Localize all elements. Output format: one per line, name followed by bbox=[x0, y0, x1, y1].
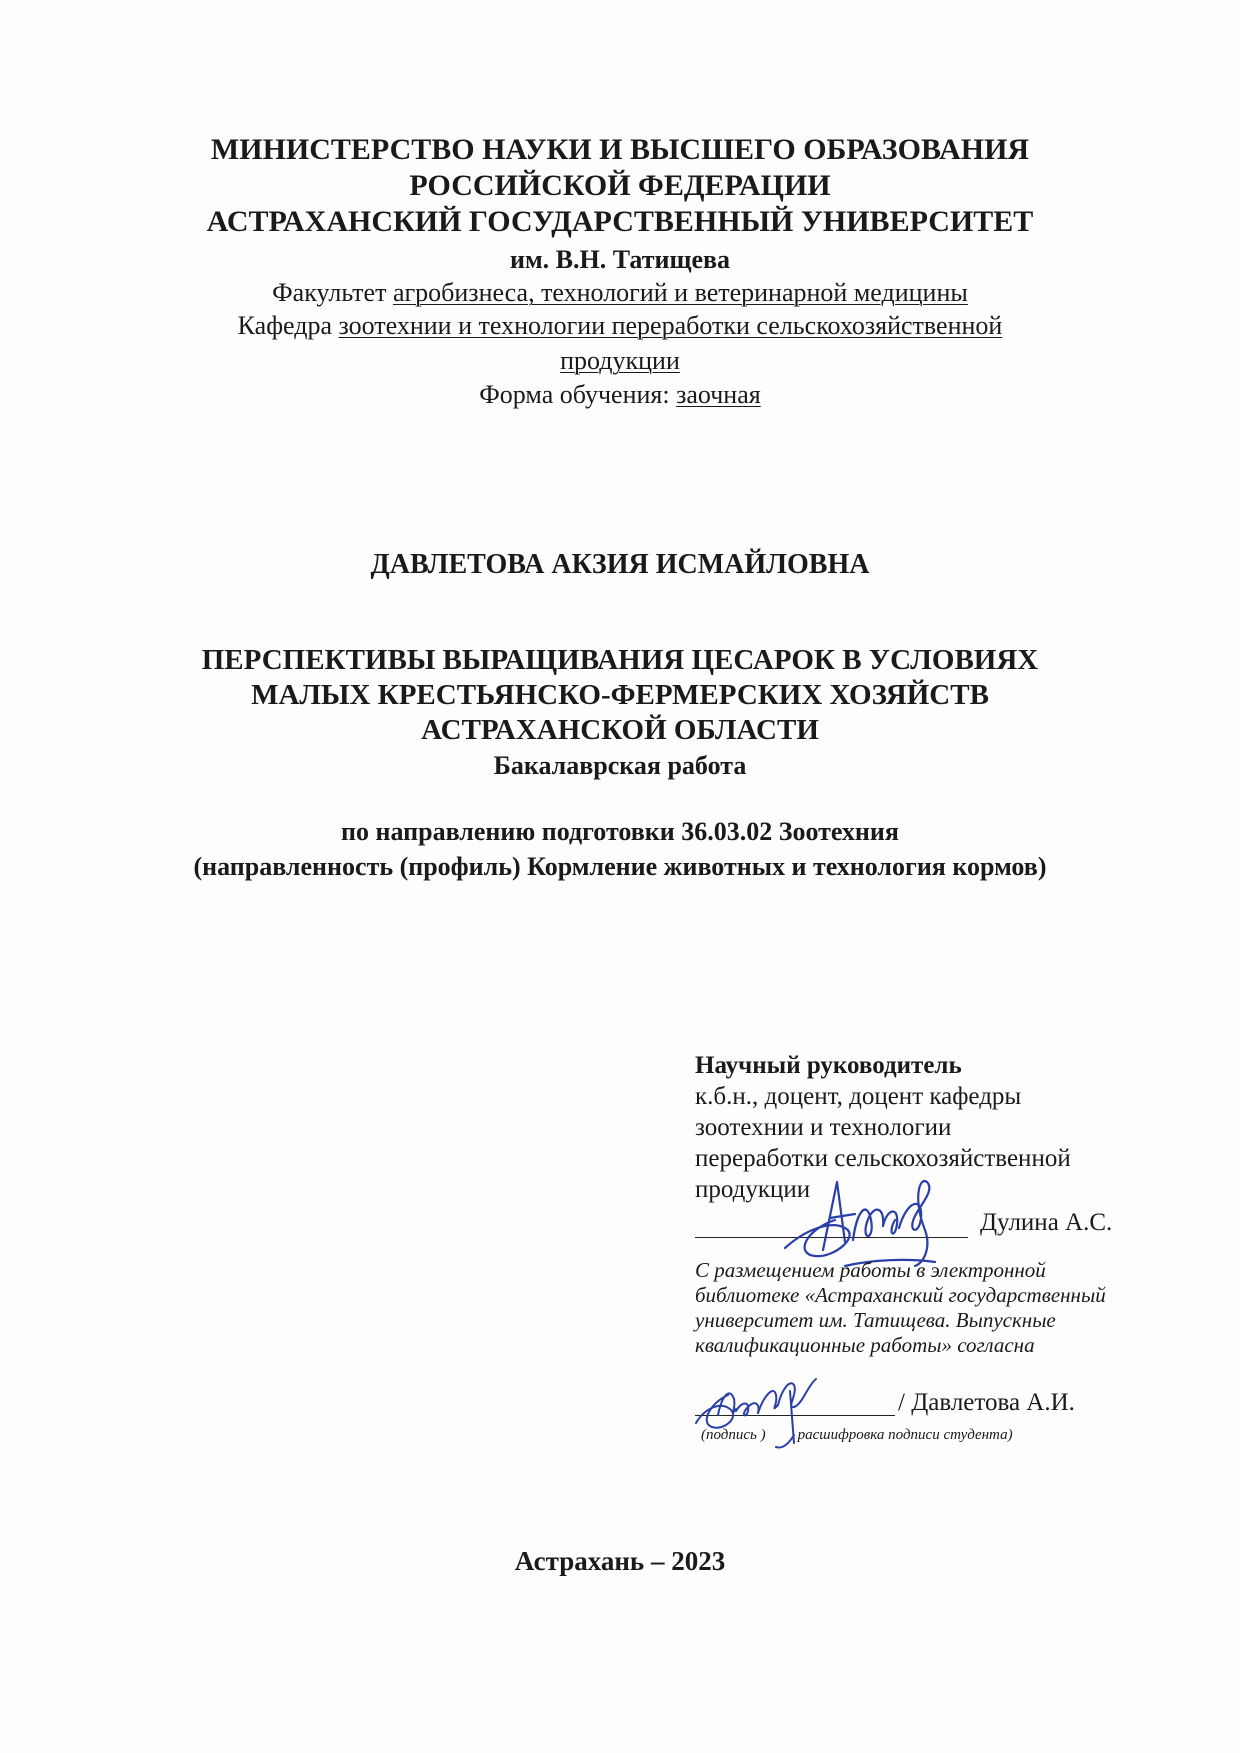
faculty-value: агробизнеса, технологий и ветеринарной медицины bbox=[392, 278, 968, 307]
signature-caption bbox=[701, 1427, 1013, 1444]
supervisor-name: Дулина А.С. bbox=[980, 1209, 1113, 1236]
supervisor-position-3: переработки сельскохозяйственной bbox=[695, 1145, 1071, 1172]
supervisor-position-1: к.б.н., доцент, доцент кафедры bbox=[695, 1083, 1022, 1110]
department-value-2: продукции bbox=[560, 346, 680, 375]
thesis-title-line-2: МАЛЫХ КРЕСТЬЯНСКО-ФЕРМЕРСКИХ ХОЗЯЙСТВ bbox=[251, 679, 989, 711]
university-name: АСТРАХАНСКИЙ ГОСУДАРСТВЕННЫЙ УНИВЕРСИТЕТ bbox=[206, 205, 1034, 238]
supervisor-position-4: продукции bbox=[695, 1176, 811, 1203]
caption-left: (подпись ) bbox=[701, 1427, 766, 1443]
direction-line-1: по направлению подготовки 36.03.02 Зоотехния bbox=[341, 817, 899, 846]
study-form-line bbox=[0, 377, 1240, 413]
department-line bbox=[0, 308, 1240, 344]
student-name: / Давлетова А.И. bbox=[898, 1389, 1075, 1416]
thesis-title-line-1: ПЕРСПЕКТИВЫ ВЫРАЩИВАНИЯ ЦЕСАРОК В УСЛОВИЯХ bbox=[201, 644, 1039, 676]
supervisor-signature-line bbox=[695, 1237, 968, 1238]
department-line-2 bbox=[0, 343, 1240, 379]
department-label: Кафедра bbox=[237, 311, 339, 340]
consent-block bbox=[695, 1258, 1165, 1358]
direction-line-2: (направленность (профиль) Кормление животных и технология кормов) bbox=[193, 852, 1047, 881]
supervisor-block bbox=[695, 1050, 1215, 1247]
supervisor-heading: Научный руководитель bbox=[695, 1052, 962, 1079]
faculty-label: Факультет bbox=[272, 278, 393, 307]
study-form-value: заочная bbox=[676, 380, 761, 409]
city-year: Астрахань – 2023 bbox=[514, 1546, 726, 1576]
work-type: Бакалаврская работа bbox=[493, 751, 747, 780]
supervisor-position-2: зоотехнии и технологии bbox=[695, 1114, 952, 1141]
ministry-line-2: РОССИЙСКОЙ ФЕДЕРАЦИИ bbox=[409, 169, 831, 202]
consent-line-4: квалификационные работы» согласна bbox=[695, 1333, 1035, 1357]
caption-right: расшифровка подписи студента) bbox=[797, 1427, 1013, 1443]
study-form-label: Форма обучения: bbox=[479, 380, 677, 409]
consent-line-3: университет им. Татищева. Выпускные bbox=[695, 1308, 1056, 1332]
student-signature-line bbox=[695, 1415, 895, 1416]
consent-line-1: С размещением работы в электронной bbox=[695, 1258, 1046, 1282]
supervisor-sign-row bbox=[695, 1207, 1215, 1247]
ministry-line-1: МИНИСТЕРСТВО НАУКИ И ВЫСШЕГО ОБРАЗОВАНИЯ bbox=[210, 133, 1030, 166]
thesis-title-line-3: АСТРАХАНСКОЙ ОБЛАСТИ bbox=[421, 714, 819, 746]
faculty-line bbox=[0, 275, 1240, 311]
consent-line-2: библиотеке «Астраханский государственный bbox=[695, 1283, 1106, 1307]
university-sub: им. В.Н. Татищева bbox=[509, 245, 731, 274]
department-value-1: зоотехнии и технологии переработки сельскохозяйственной bbox=[338, 311, 1003, 340]
student-sign-row bbox=[695, 1385, 1215, 1455]
author-name: ДАВЛЕТОВА АКЗИЯ ИСМАЙЛОВНА bbox=[370, 549, 870, 580]
